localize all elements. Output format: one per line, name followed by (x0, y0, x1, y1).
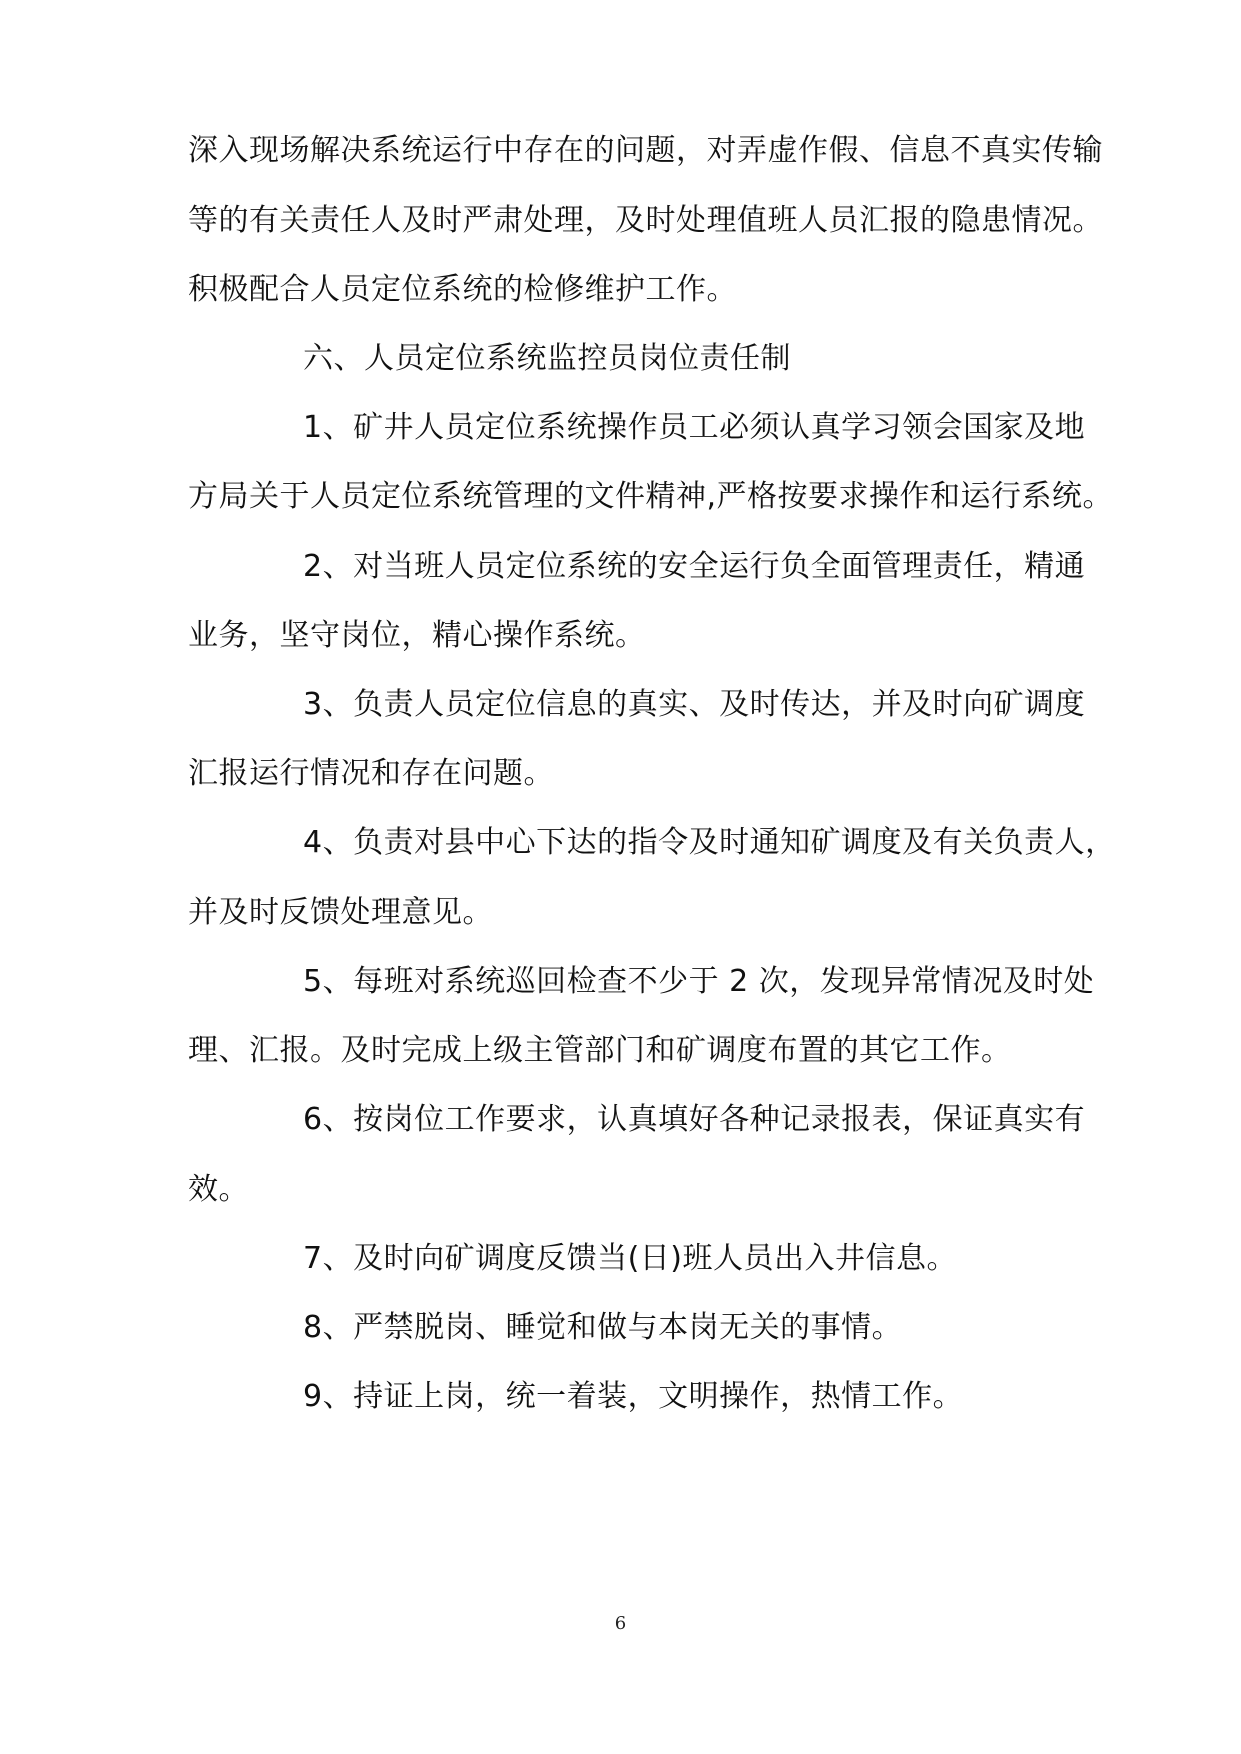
text-line: 效。 (188, 1172, 249, 1207)
text-line: 理、汇报。及时完成上级主管部门和矿调度布置的其它工作。 (188, 1033, 1012, 1068)
section-heading: 六、人员定位系统监控员岗位责任制 (303, 341, 791, 376)
page-number: 6 (614, 1613, 627, 1634)
list-item: 8、严禁脱岗、睡觉和做与本岗无关的事情。 (303, 1310, 903, 1345)
text-line: 积极配合人员定位系统的检修维护工作。 (188, 272, 737, 307)
list-item: 1、矿井人员定位系统操作员工必须认真学习领会国家及地 (303, 410, 1086, 445)
list-item: 2、对当班人员定位系统的安全运行负全面管理责任，精通 (303, 549, 1086, 584)
list-item: 3、负责人员定位信息的真实、及时传达，并及时向矿调度 (303, 687, 1086, 722)
list-item: 7、及时向矿调度反馈当(日)班人员出入井信息。 (303, 1241, 957, 1276)
text-line: 方局关于人员定位系统管理的文件精神,严格按要求操作和运行系统。 (188, 479, 1114, 514)
list-item: 4、负责对县中心下达的指令及时通知矿调度及有关负责人， (303, 825, 1116, 860)
list-item: 9、持证上岗，统一着装，文明操作，热情工作。 (303, 1379, 964, 1414)
text-line: 业务，坚守岗位，精心操作系统。 (188, 618, 646, 653)
list-item: 6、按岗位工作要求，认真填好各种记录报表，保证真实有 (303, 1102, 1086, 1137)
text-line: 并及时反馈处理意见。 (188, 895, 493, 930)
text-line: 汇报运行情况和存在问题。 (188, 756, 554, 791)
list-item: 5、每班对系统巡回检查不少于 2 次，发现异常情况及时处 (303, 964, 1095, 999)
text-line: 深入现场解决系统运行中存在的问题，对弄虚作假、信息不真实传输 (188, 133, 1103, 168)
text-line: 等的有关责任人及时严肃处理，及时处理值班人员汇报的隐患情况。 (188, 203, 1103, 238)
